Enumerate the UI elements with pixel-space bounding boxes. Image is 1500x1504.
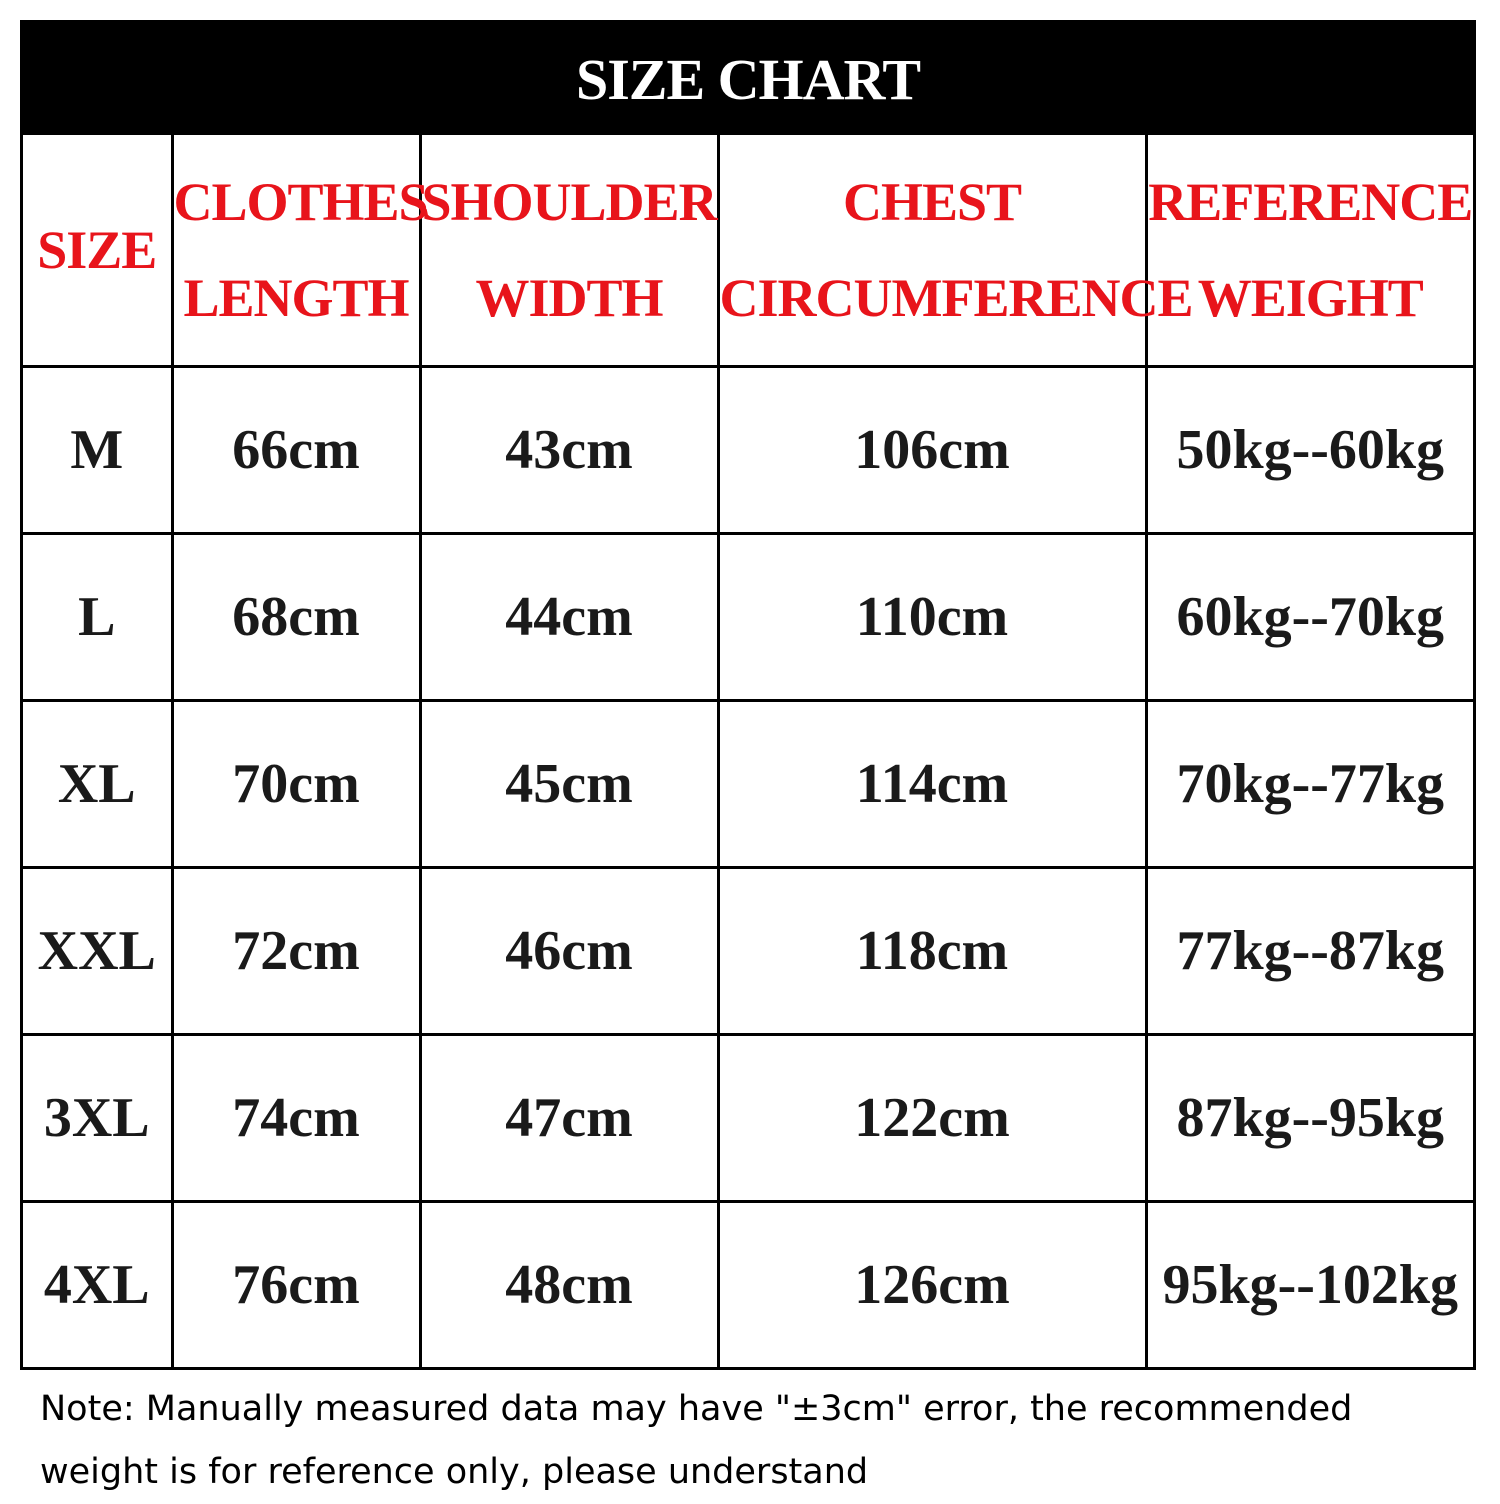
cell-weight: 95kg--102kg [1146, 1202, 1473, 1368]
table-row [23, 868, 1473, 1035]
size-table [23, 135, 1473, 1367]
header-clothes-length: CLOTHES LENGTH [172, 135, 420, 367]
cell-shoulder-width: 43cm [420, 367, 718, 534]
cell-shoulder-width: 46cm [420, 868, 718, 1035]
cell-clothes-length: 72cm [172, 868, 420, 1035]
cell-shoulder-width: 47cm [420, 1035, 718, 1202]
size-chart [20, 20, 1476, 1370]
cell-size: L [23, 534, 172, 701]
cell-size: XXL [23, 868, 172, 1035]
cell-clothes-length: 68cm [172, 534, 420, 701]
cell-weight: 77kg--87kg [1146, 868, 1473, 1035]
header-size: SIZE [23, 135, 172, 367]
cell-size: 3XL [23, 1035, 172, 1202]
table-row [23, 1035, 1473, 1202]
table-row [23, 367, 1473, 534]
cell-shoulder-width: 48cm [420, 1202, 718, 1368]
table-row [23, 1202, 1473, 1368]
cell-weight: 70kg--77kg [1146, 701, 1473, 868]
header-shoulder-width: SHOULDER WIDTH [420, 135, 718, 367]
cell-shoulder-width: 44cm [420, 534, 718, 701]
cell-chest: 114cm [718, 701, 1146, 868]
cell-clothes-length: 76cm [172, 1202, 420, 1368]
header-row [23, 135, 1473, 367]
cell-chest: 110cm [718, 534, 1146, 701]
chart-title: SIZE CHART [23, 23, 1473, 135]
cell-size: XL [23, 701, 172, 868]
measurement-note: Note: Manually measured data may have "±3cm" error, the recommended weight is for reference only, please understand [40, 1389, 1353, 1492]
cell-chest: 122cm [718, 1035, 1146, 1202]
table-row [23, 534, 1473, 701]
cell-chest: 126cm [718, 1202, 1146, 1368]
cell-weight: 50kg--60kg [1146, 367, 1473, 534]
cell-clothes-length: 74cm [172, 1035, 420, 1202]
cell-size: 4XL [23, 1202, 172, 1368]
cell-size: M [23, 367, 172, 534]
cell-clothes-length: 66cm [172, 367, 420, 534]
cell-weight: 87kg--95kg [1146, 1035, 1473, 1202]
cell-shoulder-width: 45cm [420, 701, 718, 868]
header-chest-circumference: CHEST CIRCUMFERENCE [718, 135, 1146, 367]
cell-chest: 106cm [718, 367, 1146, 534]
cell-clothes-length: 70cm [172, 701, 420, 868]
cell-weight: 60kg--70kg [1146, 534, 1473, 701]
header-reference-weight: REFERENCE WEIGHT [1146, 135, 1473, 367]
cell-chest: 118cm [718, 868, 1146, 1035]
table-row [23, 701, 1473, 868]
